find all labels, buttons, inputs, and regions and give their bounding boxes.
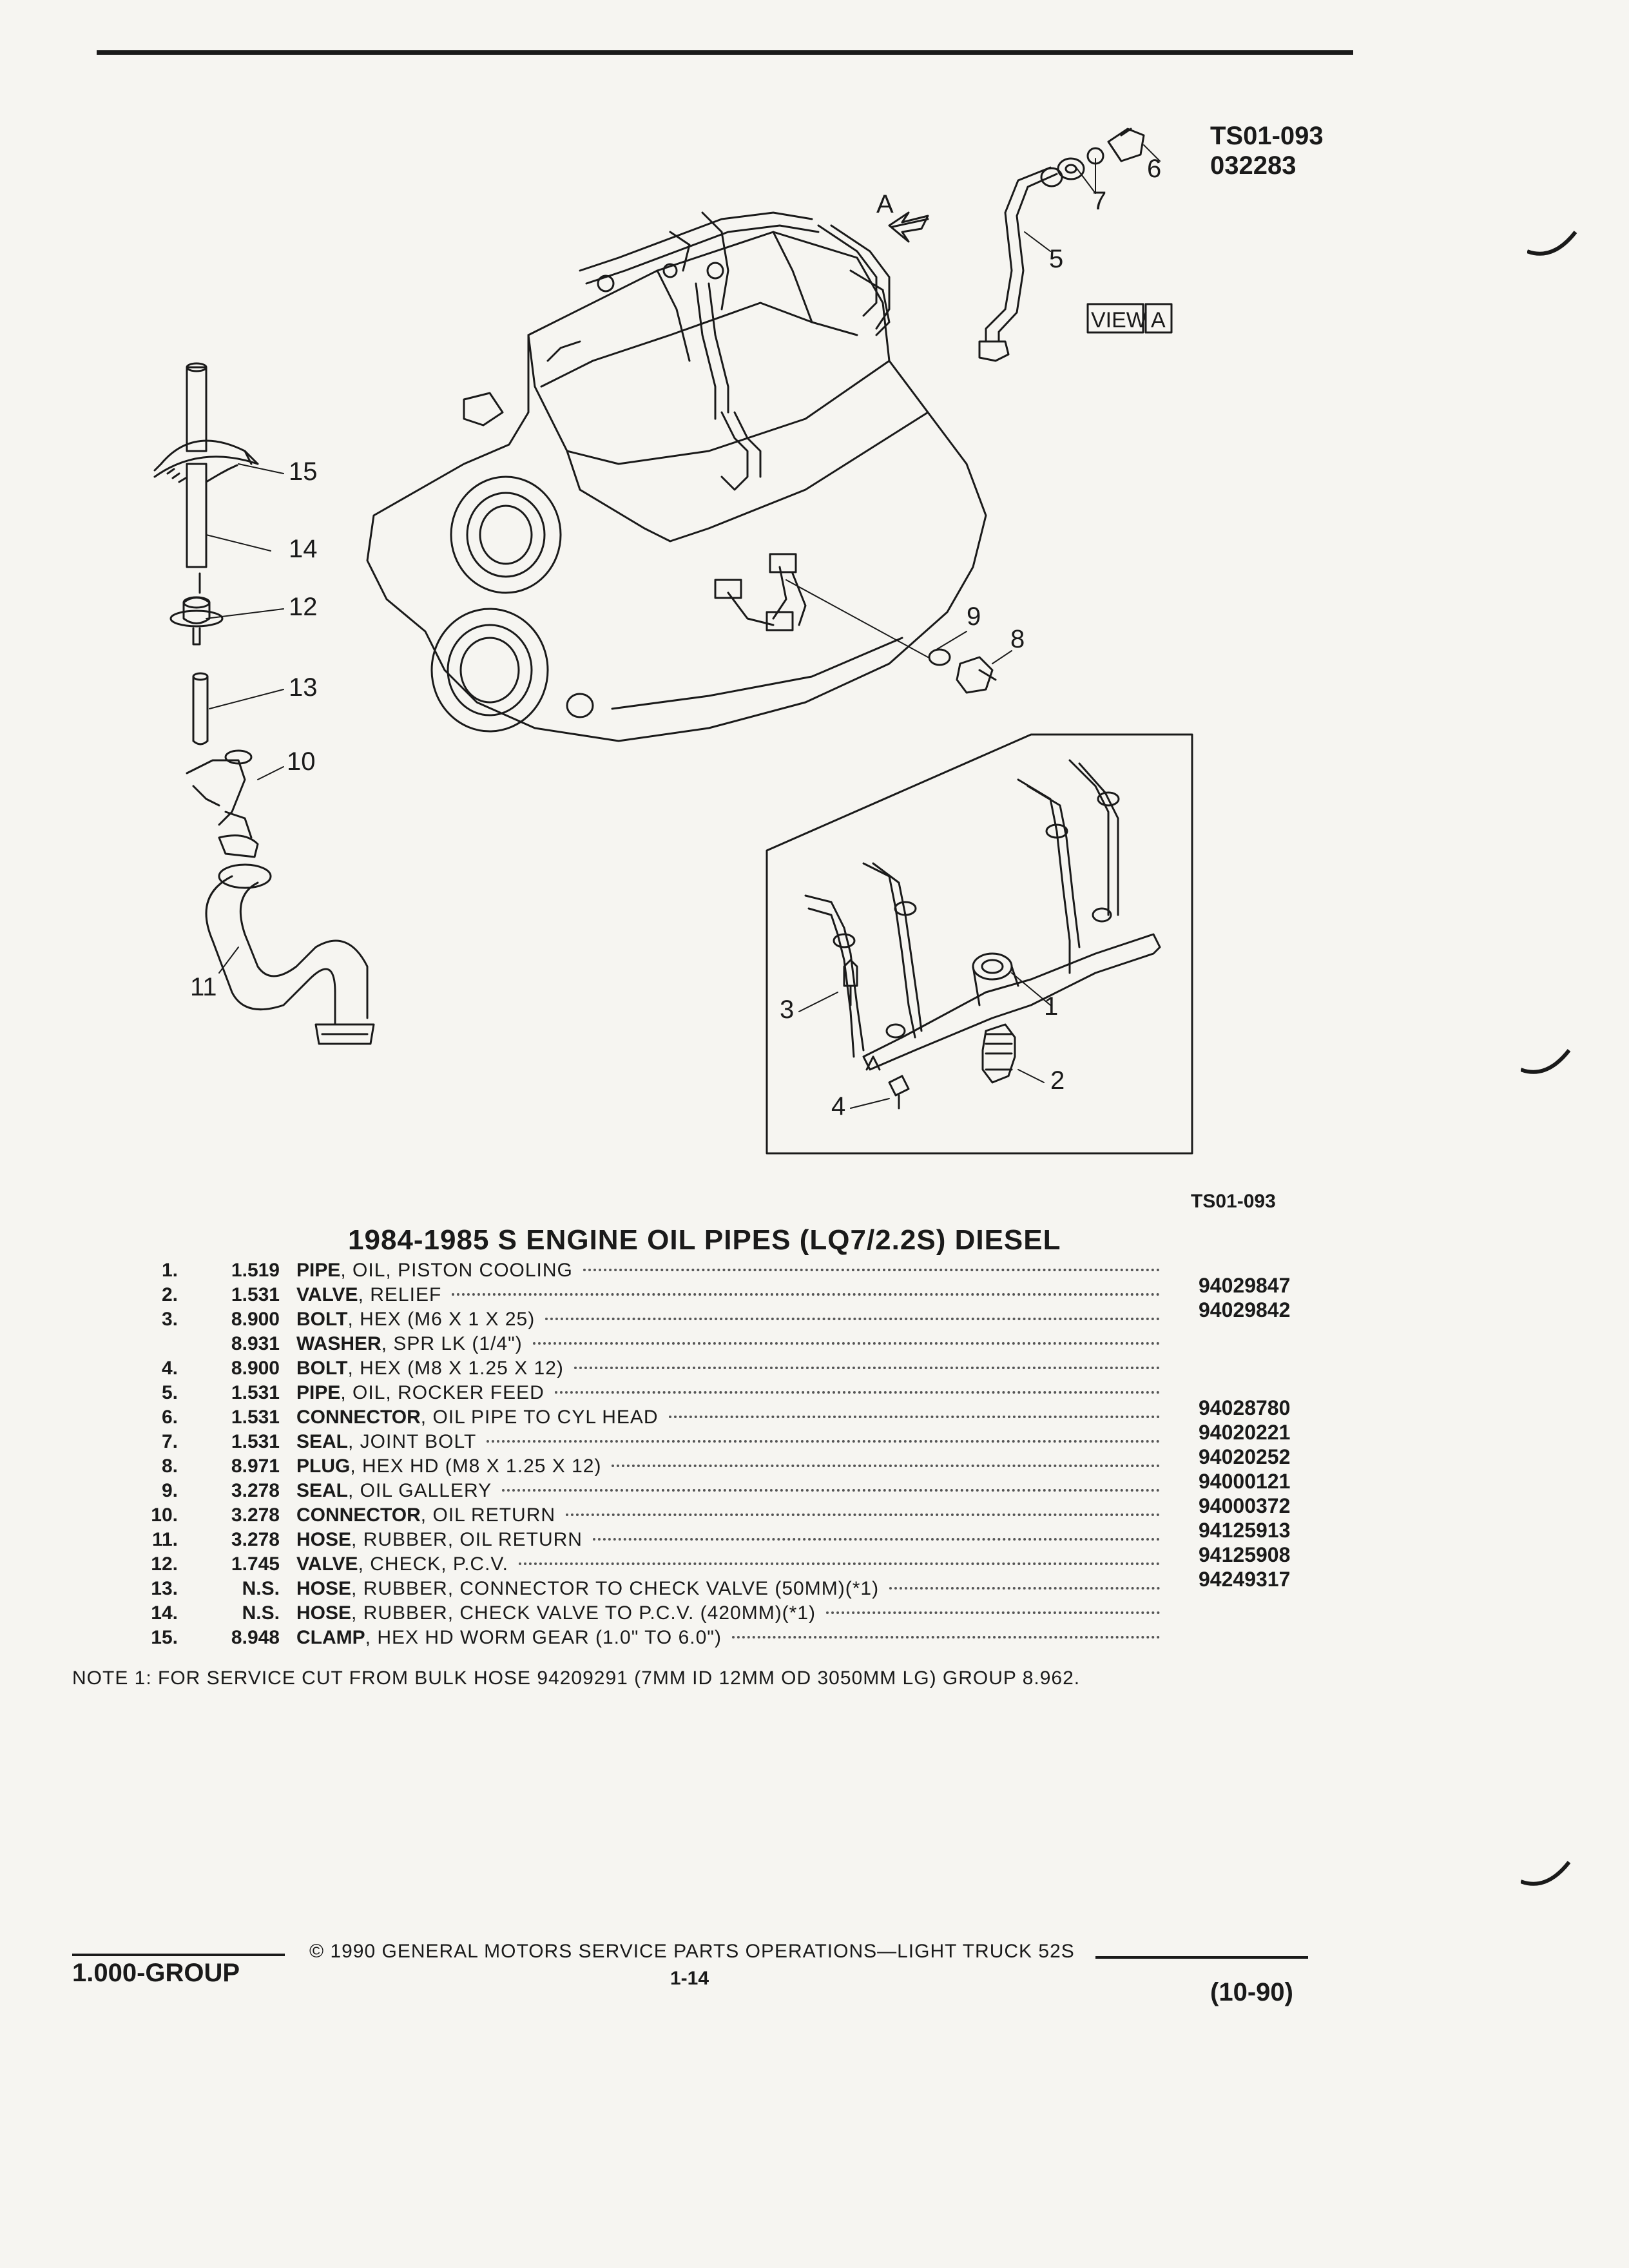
item-number: 14. xyxy=(151,1602,178,1624)
callout-12: 12 xyxy=(289,593,318,621)
group-number: 1.745 xyxy=(231,1553,280,1575)
item-number: 9. xyxy=(161,1480,178,1501)
item-number: 11. xyxy=(151,1529,178,1550)
parts-list-row xyxy=(116,1333,1340,1358)
group-number: 1.531 xyxy=(231,1382,280,1403)
pcv-hose-stack xyxy=(155,363,374,1044)
part-detail: , CHECK, P.C.V. xyxy=(358,1553,509,1575)
group-number: 3.278 xyxy=(231,1480,280,1501)
part-description xyxy=(296,1284,441,1306)
part-description xyxy=(296,1480,492,1502)
parts-list xyxy=(116,1260,1340,1651)
part-description xyxy=(296,1309,535,1331)
crank-pulleys xyxy=(432,477,593,731)
part-detail: , RUBBER, CHECK VALVE TO P.C.V. (420MM)(*1) xyxy=(351,1602,816,1624)
leader-dots xyxy=(545,1315,1160,1320)
item-number: 7. xyxy=(161,1431,178,1452)
leader-dots xyxy=(612,1462,1160,1467)
part-description xyxy=(296,1333,523,1355)
part-name: HOSE xyxy=(296,1578,352,1599)
leader-dots xyxy=(583,1266,1160,1271)
part-number: 94000372 xyxy=(1199,1494,1291,1517)
part-name: VALVE xyxy=(296,1284,358,1305)
leader-dots xyxy=(826,1609,1160,1614)
part-detail: , OIL, PISTON COOLING xyxy=(340,1260,573,1281)
group-number: 1.531 xyxy=(231,1431,280,1452)
item-number: 5. xyxy=(161,1382,178,1403)
callout-8: 8 xyxy=(1010,625,1025,653)
part-detail: , OIL GALLERY xyxy=(348,1480,492,1501)
part-description xyxy=(296,1627,722,1649)
service-note: NOTE 1: FOR SERVICE CUT FROM BULK HOSE 94209291 (7MM ID 12MM OD 3050MM LG) GROUP 8.962. xyxy=(72,1667,1081,1689)
margin-mark xyxy=(1521,1856,1572,1894)
part-name: CONNECTOR xyxy=(296,1504,421,1526)
part-name: CLAMP xyxy=(296,1627,365,1648)
parts-list-row xyxy=(116,1309,1340,1333)
item-number: 8. xyxy=(161,1456,178,1477)
part-detail: , OIL, ROCKER FEED xyxy=(340,1382,545,1403)
leader-dots xyxy=(593,1535,1160,1541)
part-description xyxy=(296,1553,508,1575)
part-number: 94028780 xyxy=(1199,1396,1291,1419)
part-detail: , OIL PIPE TO CYL HEAD xyxy=(420,1407,659,1428)
part-description xyxy=(296,1407,659,1428)
leader-dots xyxy=(669,1413,1160,1418)
leader-dots xyxy=(487,1437,1160,1443)
part-description xyxy=(296,1504,555,1526)
part-detail: , SPR LK (1/4") xyxy=(381,1333,523,1354)
part-name: PLUG xyxy=(296,1456,351,1477)
section-title: 1984-1985 S ENGINE OIL PIPES (LQ7/2.2S) DIESEL xyxy=(348,1224,1061,1256)
callout-7: 7 xyxy=(1092,187,1107,215)
callout-9: 9 xyxy=(967,602,981,631)
group-number: 8.948 xyxy=(231,1627,280,1648)
part-detail: , HEX HD (M8 X 1.25 X 12) xyxy=(350,1456,602,1477)
figure-code: TS01-093 xyxy=(1210,122,1324,150)
leader-dots xyxy=(732,1633,1160,1639)
part-detail: , RUBBER, OIL RETURN xyxy=(351,1529,583,1550)
part-detail: , HEX (M6 X 1 X 25) xyxy=(347,1309,535,1330)
part-description xyxy=(296,1602,816,1624)
part-number: 94029847 xyxy=(1199,1274,1291,1297)
item-number: 13. xyxy=(151,1578,178,1599)
part-detail: , HEX HD WORM GEAR (1.0" TO 6.0") xyxy=(365,1627,722,1648)
group-number: 8.900 xyxy=(231,1358,280,1379)
part-name: PIPE xyxy=(296,1382,341,1403)
leader-dots xyxy=(533,1340,1160,1345)
figure-date-code: 032283 xyxy=(1210,151,1296,180)
group-number: 1.531 xyxy=(231,1284,280,1305)
part-number: 94020221 xyxy=(1199,1421,1291,1444)
callout-6: 6 xyxy=(1147,155,1162,183)
callout-10: 10 xyxy=(287,747,316,776)
group-number: 8.900 xyxy=(231,1309,280,1330)
leader-dots xyxy=(566,1511,1160,1516)
group-number: 8.931 xyxy=(231,1333,280,1354)
footer-rule xyxy=(1095,1956,1308,1959)
part-name: SEAL xyxy=(296,1431,349,1452)
part-detail: , RUBBER, CONNECTOR TO CHECK VALVE (50MM)(*1) xyxy=(351,1578,880,1599)
group-number: 3.278 xyxy=(231,1529,280,1550)
callout-14: 14 xyxy=(289,535,318,563)
part-number: 94249317 xyxy=(1199,1568,1291,1591)
part-number: 94000121 xyxy=(1199,1470,1291,1493)
item-number: 3. xyxy=(161,1309,178,1330)
view-label: VIEW xyxy=(1091,308,1147,332)
part-name: SEAL xyxy=(296,1480,349,1501)
parts-list-row xyxy=(116,1578,1340,1602)
view-arrow-letter: A xyxy=(876,190,894,218)
part-name: CONNECTOR xyxy=(296,1407,421,1428)
part-description xyxy=(296,1382,545,1404)
part-name: PIPE xyxy=(296,1260,341,1281)
part-description xyxy=(296,1456,601,1477)
callout-15: 15 xyxy=(289,457,318,486)
part-detail: , OIL RETURN xyxy=(420,1504,556,1526)
item-number: 12. xyxy=(151,1553,178,1575)
group-number: 8.971 xyxy=(231,1456,280,1477)
view-letter: A xyxy=(1151,308,1166,332)
leader-dots xyxy=(555,1389,1160,1394)
callout-1: 1 xyxy=(1044,992,1059,1021)
parts-list-row xyxy=(116,1358,1340,1382)
inset-piston-cooling-pipe xyxy=(767,735,1192,1153)
leader-dots xyxy=(889,1584,1160,1590)
callout-4: 4 xyxy=(831,1092,846,1120)
callout-3: 3 xyxy=(780,995,795,1024)
footer-rule xyxy=(72,1954,285,1956)
footer-copyright: © 1990 GENERAL MOTORS SERVICE PARTS OPERATIONS—LIGHT TRUCK 52S xyxy=(309,1941,1075,1962)
part-name: BOLT xyxy=(296,1309,348,1330)
plug-and-seal xyxy=(929,631,1012,693)
part-name: HOSE xyxy=(296,1602,352,1624)
part-description xyxy=(296,1431,476,1453)
part-description xyxy=(296,1358,564,1379)
parts-list-row xyxy=(116,1602,1340,1627)
parts-list-row xyxy=(116,1627,1340,1651)
part-detail: , HEX (M8 X 1.25 X 12) xyxy=(347,1358,564,1379)
engine-block xyxy=(367,232,986,741)
part-name: BOLT xyxy=(296,1358,348,1379)
margin-mark xyxy=(1527,226,1579,264)
part-detail: , JOINT BOLT xyxy=(348,1431,477,1452)
item-number: 4. xyxy=(161,1358,178,1379)
item-number: 15. xyxy=(151,1627,178,1648)
footer-date: (10-90) xyxy=(1210,1978,1293,2006)
part-description xyxy=(296,1529,583,1551)
part-detail: , RELIEF xyxy=(358,1284,442,1305)
group-number: N.S. xyxy=(242,1602,280,1624)
footer-group: 1.000-GROUP xyxy=(72,1959,240,1987)
part-description xyxy=(296,1260,573,1282)
part-number: 94029842 xyxy=(1199,1298,1291,1321)
callout-11: 11 xyxy=(190,973,217,1001)
item-number: 6. xyxy=(161,1407,178,1428)
part-description xyxy=(296,1578,879,1600)
group-number: 1.519 xyxy=(231,1260,280,1281)
part-number: 94020252 xyxy=(1199,1445,1291,1468)
margin-mark xyxy=(1521,1044,1572,1082)
callout-5: 5 xyxy=(1049,245,1064,273)
part-name: HOSE xyxy=(296,1529,352,1550)
callout-2: 2 xyxy=(1050,1066,1065,1095)
leader-dots xyxy=(574,1364,1160,1369)
group-number: N.S. xyxy=(242,1578,280,1599)
group-number: 1.531 xyxy=(231,1407,280,1428)
leader-dots xyxy=(502,1486,1160,1492)
figure-code-bottom: TS01-093 xyxy=(1191,1191,1276,1212)
item-number: 1. xyxy=(161,1260,178,1281)
group-number: 3.278 xyxy=(231,1504,280,1526)
callout-13: 13 xyxy=(289,673,318,702)
part-number: 94125908 xyxy=(1199,1543,1291,1566)
item-number: 2. xyxy=(161,1284,178,1305)
part-name: VALVE xyxy=(296,1553,358,1575)
footer-page-number: 1-14 xyxy=(670,1968,709,1989)
leader-dots xyxy=(452,1291,1160,1296)
part-number: 94125913 xyxy=(1199,1519,1291,1542)
item-number: 10. xyxy=(151,1504,178,1526)
view-a-arrow xyxy=(889,213,928,242)
part-name: WASHER xyxy=(296,1333,381,1354)
leader-dots xyxy=(519,1560,1160,1565)
